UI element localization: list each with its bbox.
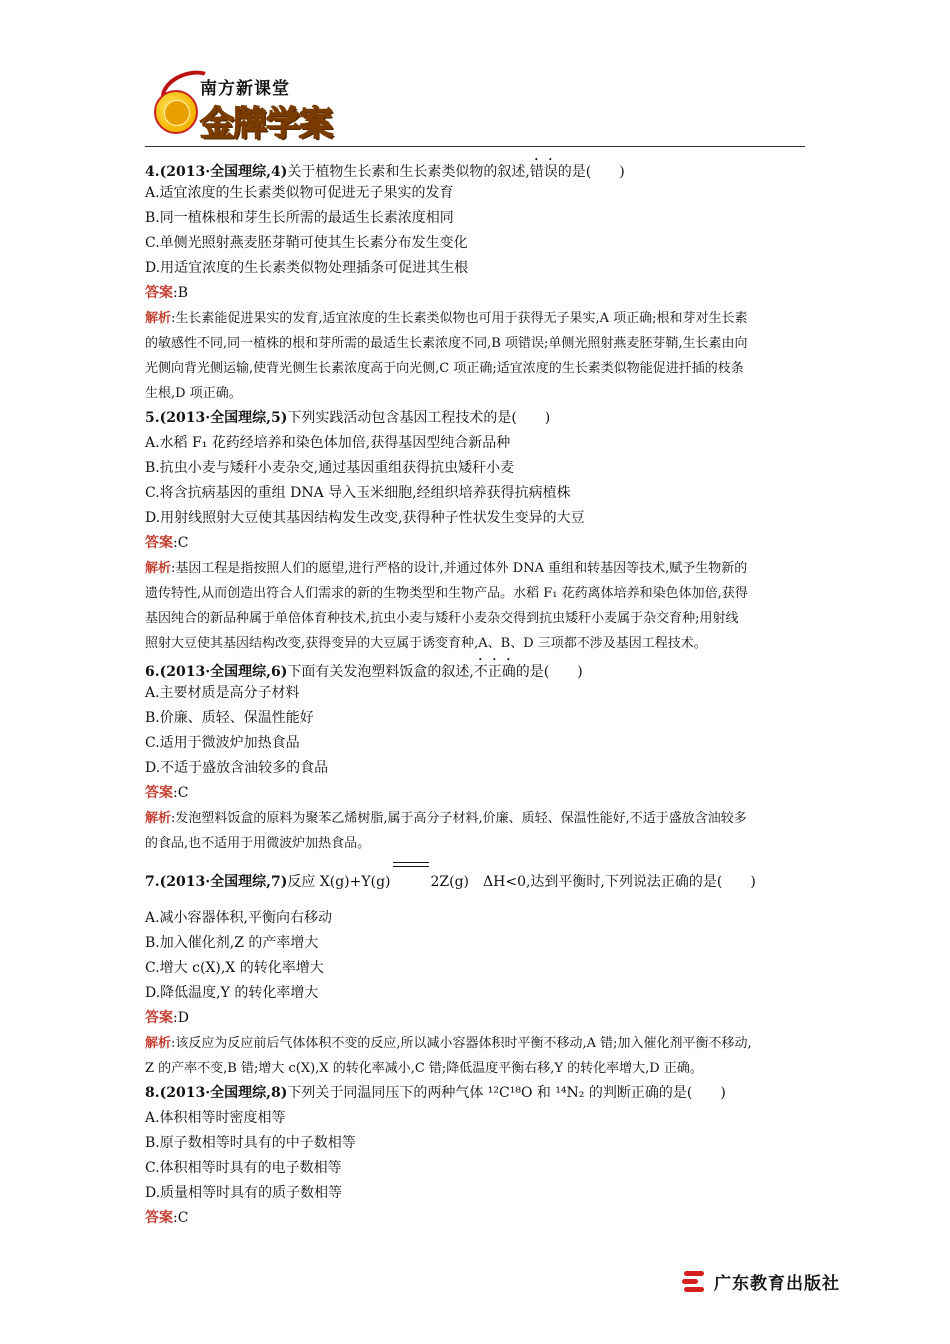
option: C.适用于微波炉加热食品 xyxy=(145,735,300,751)
explanation: 解析:该反应为反应前后气体体积不变的反应,所以减小容器体积时平衡不移动,A 错;加入催化剂平衡不移动, Z 的产率不变,B 错;增大 c(X),X 的转化率减小,C 错;降低温度平衡右移,Y 的转化率增大,D 正确。 xyxy=(145,1036,752,1076)
logo-line1: 南方新课堂 xyxy=(200,79,290,99)
option: D.质量相等时具有的质子数相等 xyxy=(145,1185,343,1201)
option: B.价廉、质轻、保温性能好 xyxy=(145,710,314,726)
option: C.体积相等时具有的电子数相等 xyxy=(145,1160,342,1176)
answer: 答案:C xyxy=(145,535,189,551)
option: A.水稻 F₁ 花药经培养和染色体加倍,获得基因型纯合新品种 xyxy=(145,435,511,451)
answer: 答案:D xyxy=(145,1010,189,1026)
option: D.用适宜浓度的生长素类似物处理插条可促进其生根 xyxy=(145,260,469,276)
option: B.抗虫小麦与矮秆小麦杂交,通过基因重组获得抗虫矮秆小麦 xyxy=(145,460,515,476)
answer: 答案:C xyxy=(145,1210,189,1226)
option: B.加入催化剂,Z 的产率增大 xyxy=(145,935,319,951)
explanation: 解析:生长素能促进果实的发育,适宜浓度的生长素类似物也可用于获得无子果实,A 项正确;根和芽对生长素 的敏感性不同,同一植株的根和芽所需的最适生长素浓度不同,B 项错误;单侧光照射燕麦胚芽鞘,生长素由向 光侧向背光侧运输,使背光侧生长素浓度高于向光侧,C 项正确;适宜浓度的生长素类似物能促进扦插的枝条 生根,D 项正确。 xyxy=(145,311,748,401)
content xyxy=(145,156,807,1231)
option: C.单侧光照射燕麦胚芽鞘可使其生长素分布发生变化 xyxy=(145,235,468,251)
answer: 答案:C xyxy=(145,785,189,801)
question-7-stem: 7.(2013·全国理综,7)反应 X(g)+Y(g) 2Z(g) ΔH<0,达到平衡时,下列说法正确的是( ) xyxy=(145,874,756,890)
option: D.用射线照射大豆使其基因结构发生改变,获得种子性状发生变异的大豆 xyxy=(145,510,585,526)
question-5-stem: 5.(2013·全国理综,5)下列实践活动包含基因工程技术的是( ) xyxy=(145,410,551,426)
option: B.同一植株根和芽生长所需的最适生长素浓度相同 xyxy=(145,210,454,226)
option: A.体积相等时密度相等 xyxy=(145,1110,286,1126)
question-7-stem-wrap xyxy=(145,856,807,906)
explanation: 解析:发泡塑料饭盒的原料为聚苯乙烯树脂,属于高分子材料,价廉、质轻、保温性能好,不适于盛放含油较多 的食品,也不适用于用微波炉加热食品。 xyxy=(145,811,747,851)
option: C.将含抗病基因的重组 DNA 导入玉米细胞,经组织培养获得抗病植株 xyxy=(145,485,571,501)
publisher-logo-icon xyxy=(680,1268,708,1294)
medal-icon xyxy=(154,90,198,134)
question-4-stem: 4.(2013·全国理综,4)关于植物生长素和生长素类似物的叙述,错误的是( ) xyxy=(145,164,625,180)
option: D.降低温度,Y 的转化率增大 xyxy=(145,985,319,1001)
option: A.主要材质是高分子材料 xyxy=(145,685,300,701)
logo-line2: 金牌学案 xyxy=(200,104,332,144)
question-8-stem: 8.(2013·全国理综,8)下列关于同温同压下的两种气体 ¹²C¹⁸O 和 ¹⁴N₂ 的判断正确的是( ) xyxy=(145,1085,726,1101)
option: D.不适于盛放含油较多的食品 xyxy=(145,760,329,776)
publisher-brand xyxy=(680,1266,840,1296)
question-6-stem: 6.(2013·全国理综,6)下面有关发泡塑料饭盒的叙述,不正确的是( ) xyxy=(145,664,583,680)
answer: 答案:B xyxy=(145,285,189,301)
header-rule xyxy=(145,146,805,147)
option: A.适宜浓度的生长素类似物可促进无子果实的发育 xyxy=(145,185,454,201)
option: C.增大 c(X),X 的转化率增大 xyxy=(145,960,324,976)
option: B.原子数相等时具有的中子数相等 xyxy=(145,1135,356,1151)
publisher-name: 广东教育出版社 xyxy=(714,1273,840,1294)
explanation: 解析:基因工程是指按照人们的愿望,进行严格的设计,并通过体外 DNA 重组和转基因等技术,赋予生物新的 遗传特性,从而创造出符合人们需求的新的生物类型和生物产品。水稻 F₁ 花药离体培养和染色体加倍,获得 基因纯合的新品种属于单倍体育种技术,抗虫小麦与矮秆小麦杂交得到抗虫矮秆小麦属于杂交育种;用射线 照射大豆使其基因结构改变,获得变异的大豆属于诱变育种,A、B、D 三项都不涉及基因工程技术。 xyxy=(145,561,748,651)
logo xyxy=(150,70,350,145)
equilibrium-arrow-icon xyxy=(391,872,431,886)
option: A.减小容器体积,平衡向右移动 xyxy=(145,910,333,926)
